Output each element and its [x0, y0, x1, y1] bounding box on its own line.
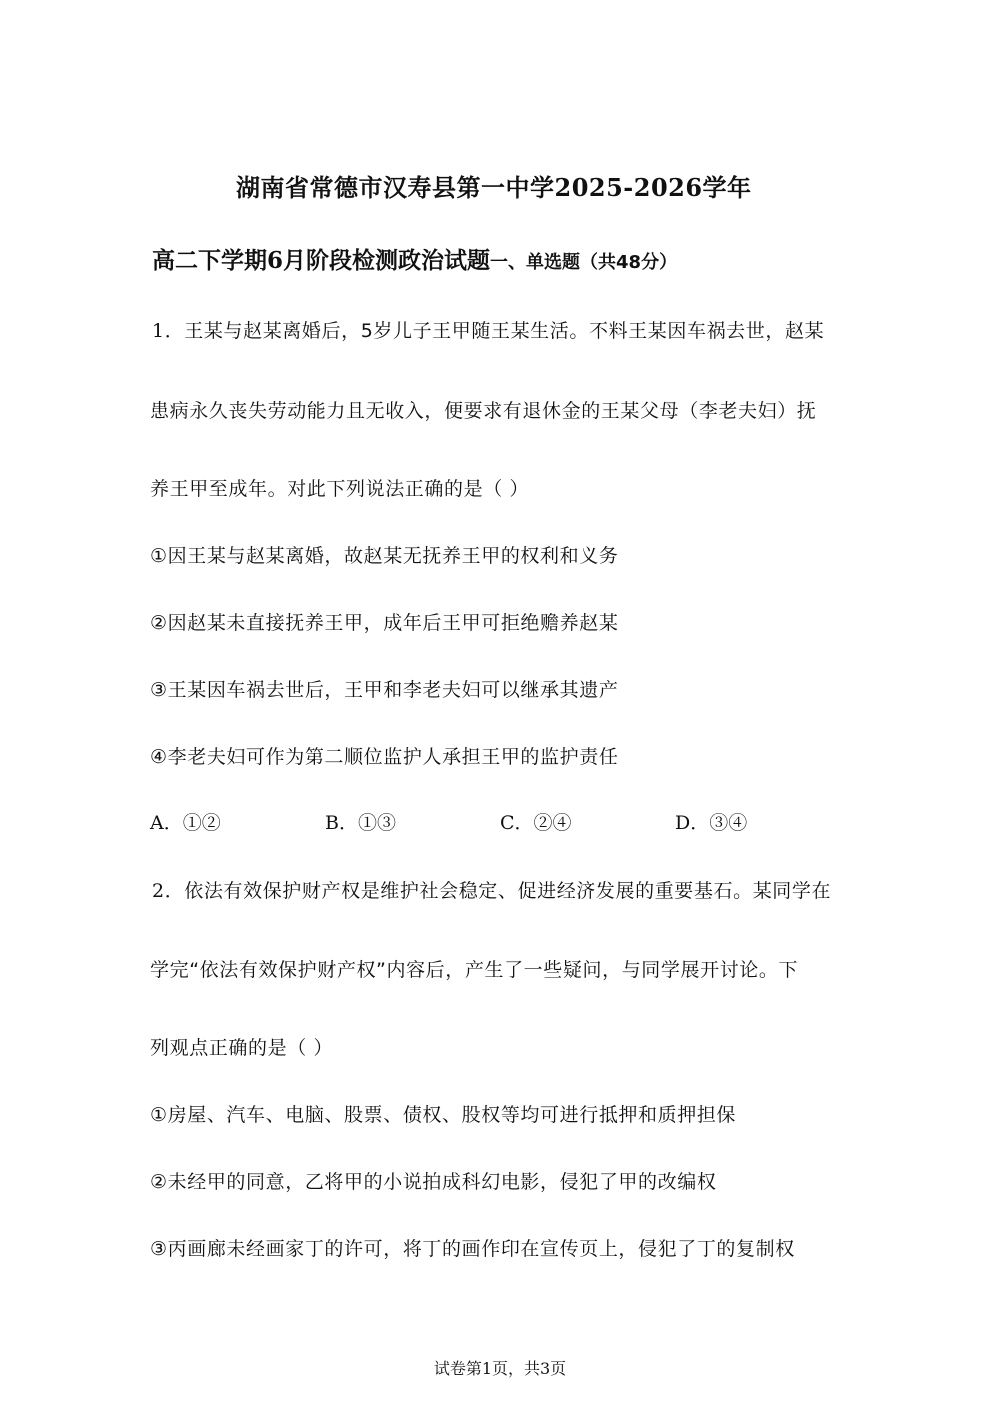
question-2-line-1	[152, 876, 831, 903]
question-2-line-2: 学完“依法有效保护财产权”内容后，产生了一些疑问，与同学展开讨论。下	[150, 959, 799, 981]
answer-options	[150, 808, 870, 838]
subtitle-row	[152, 242, 677, 275]
exam-title: 湖南省常德市汉寿县第一中学2025-2026学年	[236, 173, 752, 202]
option-d: D．③④	[675, 812, 748, 834]
question-number: 1．	[152, 320, 185, 342]
question-stem-text: 王某与赵某离婚后，5岁儿子王甲随王某生活。不料王某因车祸去世，赵某	[184, 320, 825, 342]
page-footer: 试卷第1页，共3页	[433, 1359, 567, 1378]
exam-subtitle: 高二下学期6月阶段检测政治试题	[152, 247, 491, 274]
question-2-line-3: 列观点正确的是（ ）	[150, 1037, 334, 1059]
question-1-line-3: 养王甲至成年。对此下列说法正确的是（ ）	[150, 478, 530, 500]
statement-3: ③王某因车祸去世后，王甲和李老夫妇可以继承其遗产	[150, 679, 619, 701]
question-stem-text: 依法有效保护财产权是维护社会稳定、促进经济发展的重要基石。某同学在	[184, 880, 832, 902]
option-a: A．①②	[150, 812, 221, 834]
option-b: B．①③	[325, 812, 396, 834]
statement-1: ①房屋、汽车、电脑、股票、债权、股权等均可进行抵押和质押担保	[150, 1104, 737, 1126]
statement-2: ②未经甲的同意，乙将甲的小说拍成科幻电影，侵犯了甲的改编权	[150, 1171, 717, 1193]
statement-1: ①因王某与赵某离婚，故赵某无抚养王甲的权利和义务	[150, 545, 619, 567]
option-c: C．②④	[500, 812, 572, 834]
statement-4: ④李老夫妇可作为第二顺位监护人承担王甲的监护责任	[150, 746, 619, 768]
statement-3: ③丙画廊未经画家丁的许可，将丁的画作印在宣传页上，侵犯了丁的复制权	[150, 1238, 795, 1260]
statement-2: ②因赵某未直接抚养王甲，成年后王甲可拒绝赡养赵某	[150, 612, 619, 634]
question-1-line-2: 患病永久丧失劳动能力且无收入，便要求有退休金的王某父母（李老夫妇）抚	[150, 400, 817, 422]
question-1-line-1	[152, 316, 824, 343]
section-heading: 一、单选题（共48分）	[490, 252, 678, 273]
question-number: 2．	[152, 880, 185, 902]
